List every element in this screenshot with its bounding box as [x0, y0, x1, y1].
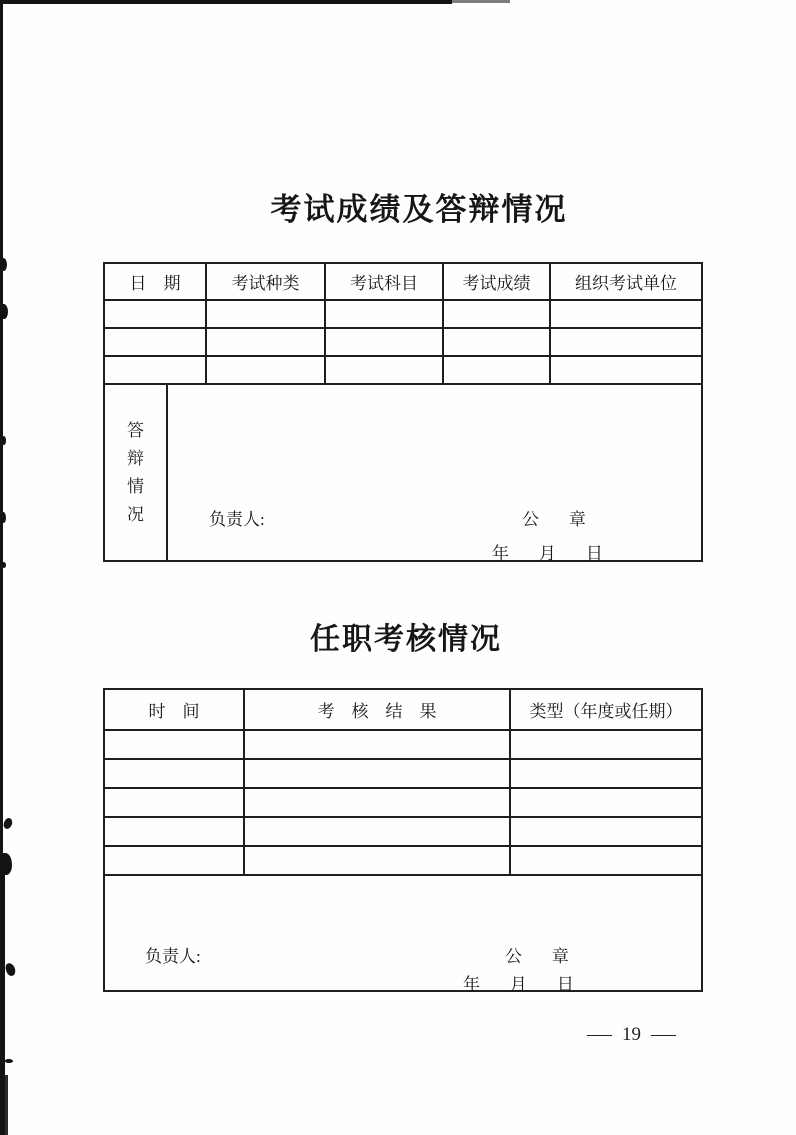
review-table-empty-row: [104, 759, 702, 788]
scan-artifact-blob: [2, 562, 6, 568]
page-number: [587, 1024, 676, 1046]
exam-header-org: 组织考试单位: [550, 263, 702, 300]
defense-label-cell: [105, 385, 168, 560]
scan-artifact-top-edge: [452, 0, 510, 3]
table-cell-empty: [206, 300, 325, 328]
review-table-header-row: [104, 689, 702, 730]
table-cell-empty: [325, 300, 443, 328]
appointment-review-title: 任职考核情况: [310, 623, 502, 656]
table-cell-empty: [244, 730, 510, 759]
table-cell-empty: [104, 730, 244, 759]
scan-artifact-blob: [2, 436, 6, 445]
scan-artifact-blob: [0, 304, 8, 319]
review-table-empty-row: [104, 817, 702, 846]
table-cell-empty: [325, 356, 443, 384]
page-number-value: 19: [622, 1024, 641, 1045]
table-cell-empty: [510, 788, 702, 817]
defense-label: 答辩情况: [127, 420, 144, 524]
table-cell-empty: [550, 300, 702, 328]
defense-content-cell: [168, 385, 701, 563]
official-seal-label: 公 章: [522, 510, 593, 529]
table-cell-empty: [244, 788, 510, 817]
table-cell-empty: [443, 356, 550, 384]
table-cell-empty: [510, 759, 702, 788]
defense-row: [104, 384, 702, 561]
manager-label: 负责人:: [145, 947, 201, 966]
exam-table-empty-row: [104, 328, 702, 356]
table-cell-empty: [104, 300, 206, 328]
exam-header-date: 日 期: [104, 263, 206, 300]
scan-artifact-top-edge: [0, 0, 452, 4]
official-seal-label: 公 章: [505, 947, 576, 966]
table-cell-empty: [104, 788, 244, 817]
scan-artifact-blob: [5, 1059, 13, 1063]
exam-header-type: 考试种类: [206, 263, 325, 300]
scan-artifact-blob: [2, 817, 14, 830]
review-footer-section: [104, 875, 702, 994]
review-footer-row: [104, 875, 702, 991]
review-table-empty-row: [104, 730, 702, 759]
review-header-result: 考 核 结 果: [244, 689, 510, 730]
table-cell-empty: [104, 759, 244, 788]
table-cell-empty: [443, 328, 550, 356]
page-number-dash: —: [587, 1024, 612, 1045]
review-header-type: 类型（年度或任期）: [510, 689, 702, 730]
date-line-label: 年 月 日: [463, 975, 581, 994]
scan-artifact-left-edge: [0, 1075, 8, 1135]
scan-artifact-blob: [1, 512, 6, 523]
review-table-empty-row: [104, 846, 702, 875]
table-cell-empty: [443, 300, 550, 328]
table-cell-empty: [244, 817, 510, 846]
review-table-empty-row: [104, 788, 702, 817]
date-line-label: 年 月 日: [492, 544, 610, 563]
table-cell-empty: [206, 328, 325, 356]
table-cell-empty: [244, 759, 510, 788]
table-cell-empty: [244, 846, 510, 875]
scan-artifact-blob: [0, 258, 7, 271]
table-cell-empty: [104, 846, 244, 875]
table-cell-empty: [104, 356, 206, 384]
table-cell-empty: [550, 328, 702, 356]
scan-artifact-blob: [0, 853, 12, 875]
defense-section: [104, 384, 702, 561]
table-cell-empty: [104, 328, 206, 356]
table-cell-empty: [206, 356, 325, 384]
page-number-dash: —: [651, 1024, 676, 1045]
table-cell-empty: [510, 730, 702, 759]
exam-header-subject: 考试科目: [325, 263, 443, 300]
exam-table-empty-row: [104, 300, 702, 328]
table-cell-empty: [510, 846, 702, 875]
table-cell-empty: [325, 328, 443, 356]
scan-artifact-blob: [4, 962, 17, 977]
appointment-review-table: [103, 688, 703, 992]
exam-header-score: 考试成绩: [443, 263, 550, 300]
table-cell-empty: [550, 356, 702, 384]
manager-label: 负责人:: [209, 510, 265, 529]
table-cell-empty: [104, 817, 244, 846]
exam-table-header-row: [104, 263, 702, 300]
review-header-time: 时 间: [104, 689, 244, 730]
exam-table-empty-row: [104, 356, 702, 384]
exam-results-title: 考试成绩及答辩情况: [270, 192, 568, 227]
table-cell-empty: [510, 817, 702, 846]
exam-results-table: [103, 262, 703, 562]
